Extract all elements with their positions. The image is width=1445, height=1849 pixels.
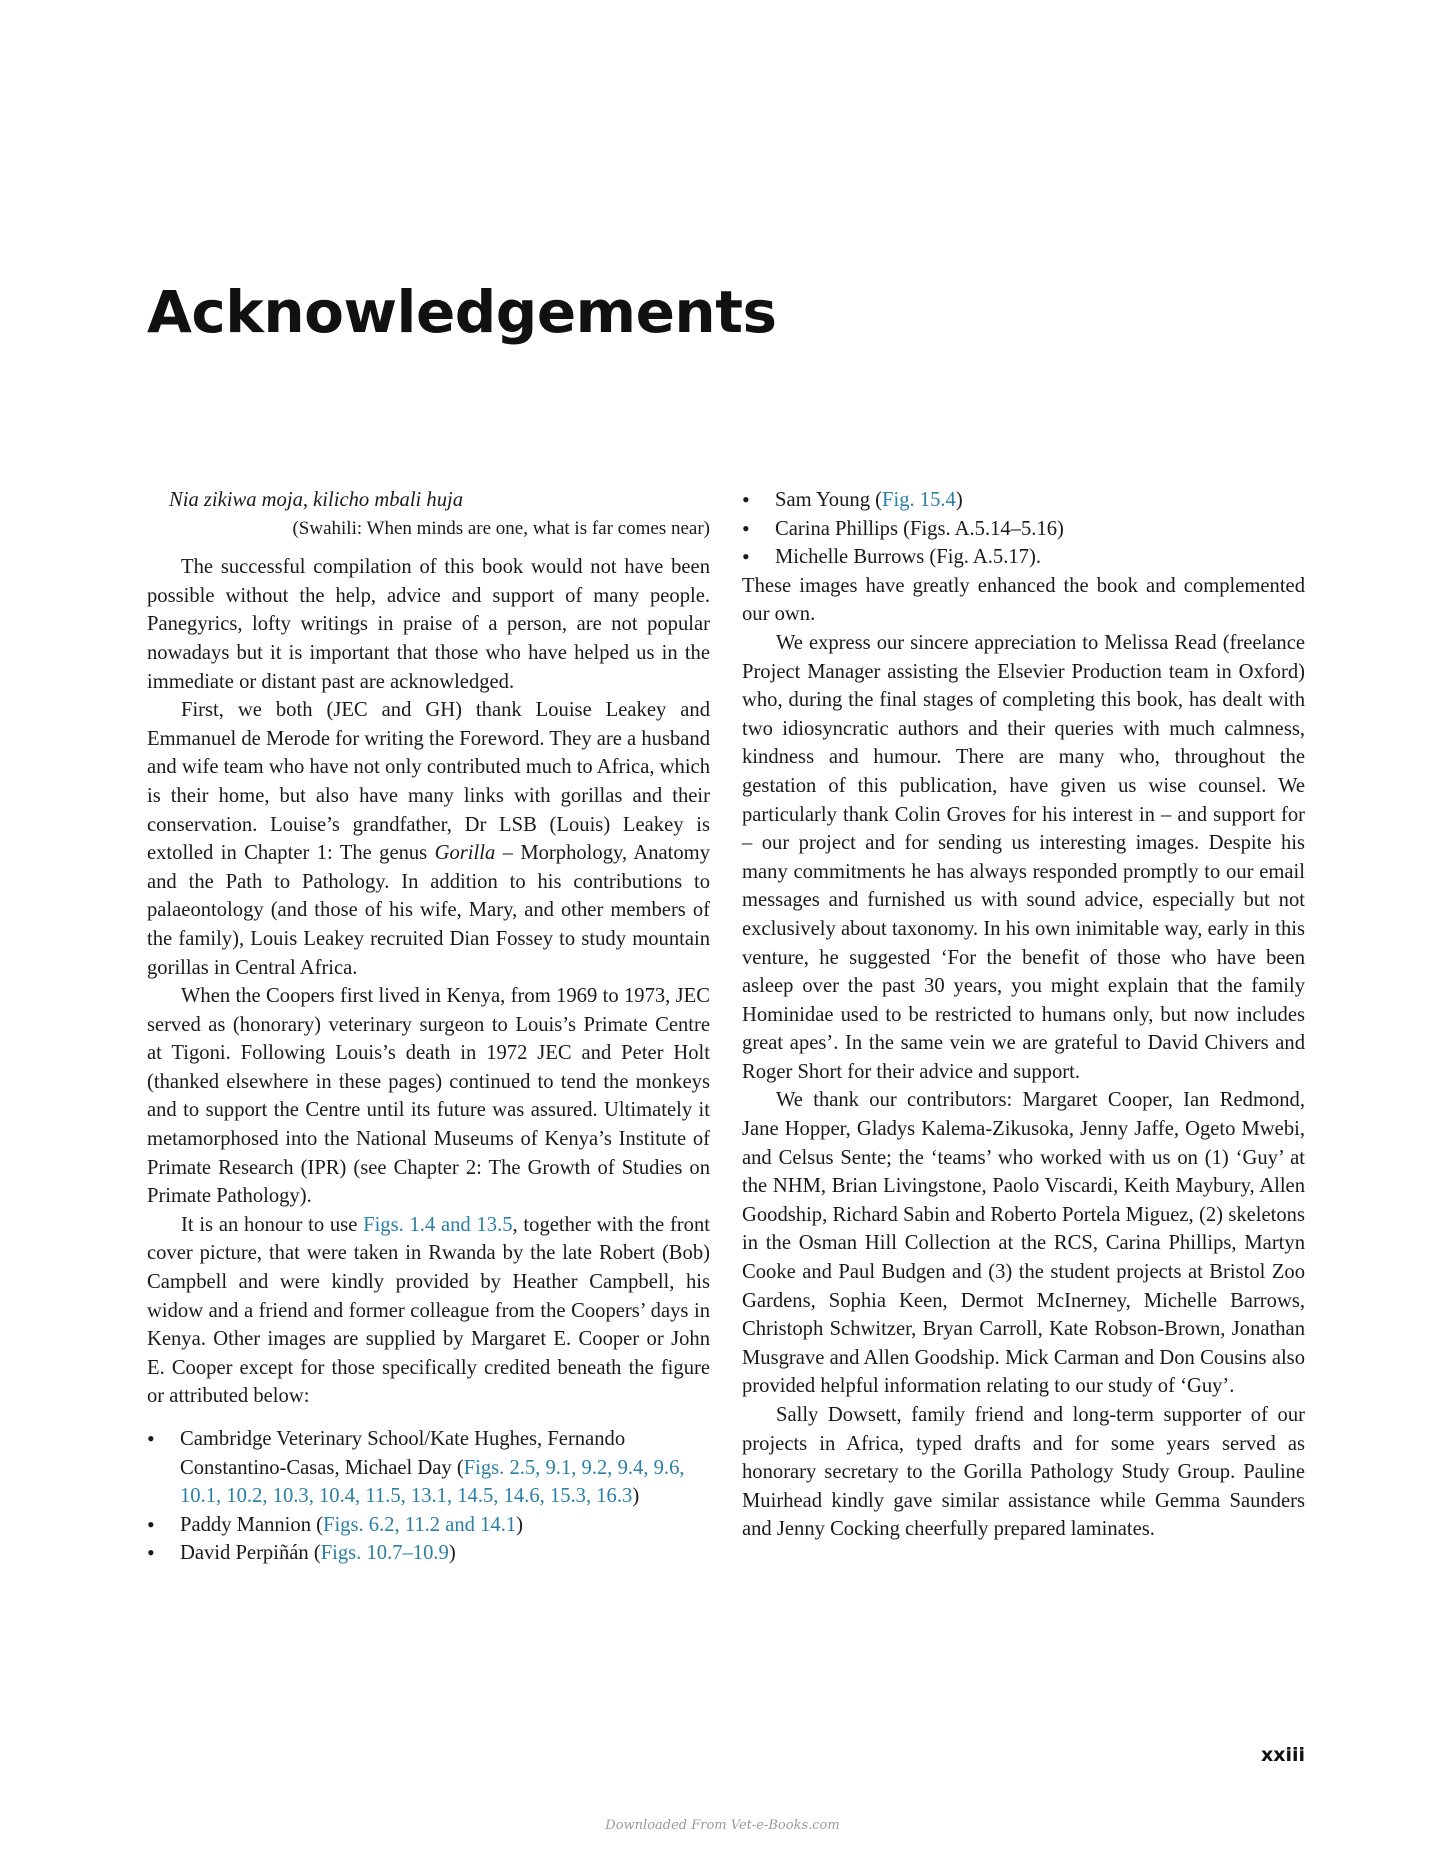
left-column: [147, 486, 710, 1568]
list-item-text: Michelle Burrows (Fig. A.5.17).: [775, 546, 1041, 569]
list-item: [147, 1511, 710, 1540]
list-item-text: ): [448, 1542, 456, 1565]
figure-link[interactable]: Fig. 15.4: [882, 489, 956, 511]
page-number: xxiii: [1260, 1744, 1305, 1766]
paragraph: [147, 696, 710, 982]
paragraph: These images have greatly enhanced the book and complemented our own.: [742, 574, 1305, 626]
figure-link[interactable]: Figs. 1.4 and 13.5: [363, 1213, 513, 1236]
paragraph-text: First, we both (JEC and GH) thank Louise Leakey and Emmanuel de Merode for writing the Foreword. They are a husband and wife team who have not only contributed much to Africa, which is their home, but also have many links with gorillas and their conservation. Louise’s grandfather, Dr LSB (Louis) Leakey is extolled in Chapter 1: The genus: [147, 699, 710, 865]
paragraph-text: It is an honour to use: [181, 1213, 364, 1236]
paragraph: When the Coopers first lived in Kenya, from 1969 to 1973, JEC served as (honorary) veterinary surgeon to Louis’s Primate Centre at Tigoni. Following Louis’s death in 1972 JEC and Peter Holt (thanked elsewhere in these pages) continued to tend the monkeys and to support the Centre until its future was assured. Ultimately it metamorphosed into the National Museums of Kenya’s Institute of Primate Research (IPR) (see Chapter 2: The Growth of Studies on Primate Pathology).: [147, 985, 710, 1208]
watermark: Downloaded From Vet-e-Books.com: [605, 1818, 840, 1833]
list-item: [742, 543, 1305, 572]
list-item: [147, 1425, 710, 1511]
list-item-text: ): [955, 489, 963, 511]
paragraph-text: – Morphology, Anatomy and the Path to Pathology. In addition to his contributions to palaeontology (and those of his wife, Mary, and other members of the family), Louis Leakey recruited Dian Fossey to study mountain gorillas in Central Africa.: [147, 842, 710, 979]
list-item: [742, 486, 1305, 515]
list-item-text: ): [632, 1485, 640, 1508]
paragraph: The successful compilation of this book would not have been possible without the help, advice and support of many people. Panegyrics, lofty writings in praise of a person, are not popular nowadays but it is important that those who have helped us in the immediate or distant past are acknowledged.: [147, 556, 710, 693]
epigraph-translation: (Swahili: When minds are one, what is far comes near): [292, 517, 710, 539]
paragraph-text: , together with the front cover picture, that were taken in Rwanda by the late Robert (Bob) Campbell and were kindly provided by Heather Campbell, his widow and a friend and former colleague from the Coopers’ days in Kenya. Other images are supplied by Margaret E. Cooper or John E. Cooper except for those specifically credited beneath the figure or attributed below:: [147, 1213, 710, 1408]
list-item: [742, 515, 1305, 544]
credits-list: [742, 486, 1305, 572]
right-column: [742, 486, 1305, 1544]
figure-link[interactable]: Figs. 10.7–10.9: [320, 1542, 449, 1565]
page-title: Acknowledgements: [147, 278, 777, 346]
paragraph: We express our sincere appreciation to Melissa Read (freelance Project Manager assisting the Elsevier Production team in Oxford) who, during the final stages of completing this book, has dealt with two idiosyncratic authors and their queries with much calmness, kindness and humour. There are many who, throughout the gestation of this publication, have given us wise counsel. We particularly thank Colin Groves for his interest in – and support for – our project and for sending us interesting images. Despite his many commitments he has always responded promptly to our email messages and furnished us with sound advice, especially but not exclusively about taxonomy. In his own inimitable way, early in this venture, he suggested ‘For the benefit of those who have been asleep over the past 30 years, you might explain that the family Hominidae used to be restricted to humans only, but now includes great apes’. In the same vein we are grateful to David Chivers and Roger Short for their advice and support.: [742, 631, 1305, 1083]
list-item-text: Sam Young (: [775, 489, 883, 511]
figure-link[interactable]: Figs. 2.5, 9.1, 9.2, 9.4, 9.6, 10.1, 10.2, 10.3, 10.4, 11.5, 13.1, 14.5, 14.6, 15.3, 16.3: [180, 1456, 685, 1508]
list-item-text: Cambridge Veterinary School/Kate Hughes, Fernando Constantino-Casas, Michael Day (: [180, 1428, 626, 1479]
list-item-text: David Perpiñán (: [180, 1542, 321, 1565]
list-item-text: Carina Phillips (Figs. A.5.14–5.16): [775, 517, 1064, 540]
paragraph: Sally Dowsett, family friend and long-term supporter of our projects in Africa, typed drafts and for some years served as honorary secretary to the Gorilla Pathology Study Group. Pauline Muirhead kindly gave similar assistance while Gemma Saunders and Jenny Cocking cheerfully prepared laminates.: [742, 1404, 1305, 1541]
paragraph: We thank our contributors: Margaret Cooper, Ian Redmond, Jane Hopper, Gladys Kalema-Zikusoka, Jenny Jaffe, Ogeto Mwebi, and Celsus Sente; the ‘teams’ who worked with us on (1) ‘Guy’ at the NHM, Brian Livingstone, Paolo Viscardi, Keith Maybury, Allen Goodship, Richard Sabin and Roberto Portela Miguez, (2) skeletons in the Osman Hill Collection at the RCS, Carina Phillips, Martyn Cooke and Paul Budgen and (3) the student projects at Bristol Zoo Gardens, Sophia Keen, Dermot McInerney, Michelle Barrows, Christoph Schwitzer, Bryan Carroll, Kate Robson-Brown, Jonathan Musgrave and Allen Goodship. Mick Carman and Don Cousins also provided helpful information relating to our study of ‘Guy’.: [742, 1089, 1305, 1398]
list-item: [147, 1539, 710, 1568]
list-item-text: Paddy Mannion (: [180, 1513, 323, 1536]
figure-link[interactable]: Figs. 6.2, 11.2 and 14.1: [323, 1513, 517, 1536]
paragraph: [147, 1211, 710, 1411]
epigraph-line: Nia zikiwa moja, kilicho mbali huja: [169, 489, 464, 511]
credits-list: [147, 1425, 710, 1568]
genus-name: Gorilla: [434, 842, 496, 865]
list-item-text: ): [516, 1513, 524, 1536]
